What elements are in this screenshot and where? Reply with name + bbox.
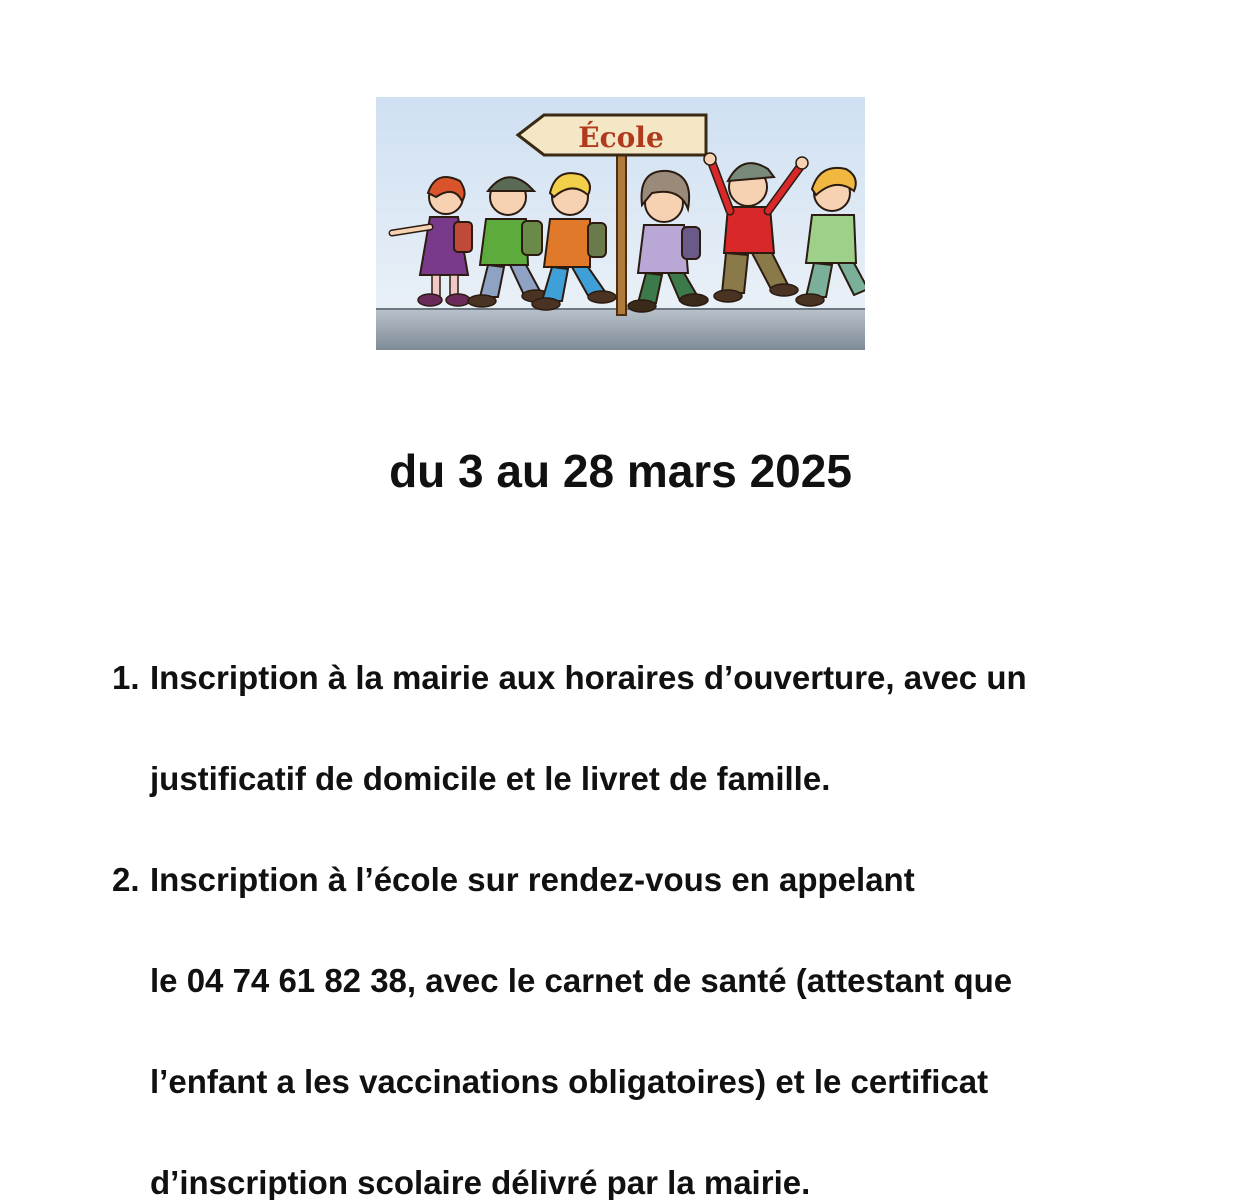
- step-text-line: Inscription à la mairie aux horaires d’ouverture, avec un: [150, 659, 1027, 696]
- step-text-line: l’enfant a les vaccinations obligatoires) et le certificat: [150, 1063, 989, 1100]
- illustration-drawing: [376, 97, 865, 350]
- date-heading: du 3 au 28 mars 2025: [389, 445, 852, 497]
- step-item-1: [0, 645, 1241, 847]
- step-number: 1.: [112, 659, 140, 696]
- step-item-2: [0, 847, 1241, 1200]
- step-text-line: Inscription à l’école sur rendez-vous en appelant: [150, 861, 915, 898]
- sign-text: École: [578, 121, 664, 154]
- step-text-line: justificatif de domicile et le livret de famille.: [150, 760, 831, 797]
- school-children-illustration: [376, 97, 865, 350]
- step-text-line: le 04 74 61 82 38, avec le carnet de santé (attestant que: [150, 962, 1013, 999]
- step-number: 2.: [112, 861, 140, 898]
- enrollment-steps-list: [0, 645, 1241, 1200]
- step-text-line: d’inscription scolaire délivré par la mairie.: [150, 1164, 811, 1200]
